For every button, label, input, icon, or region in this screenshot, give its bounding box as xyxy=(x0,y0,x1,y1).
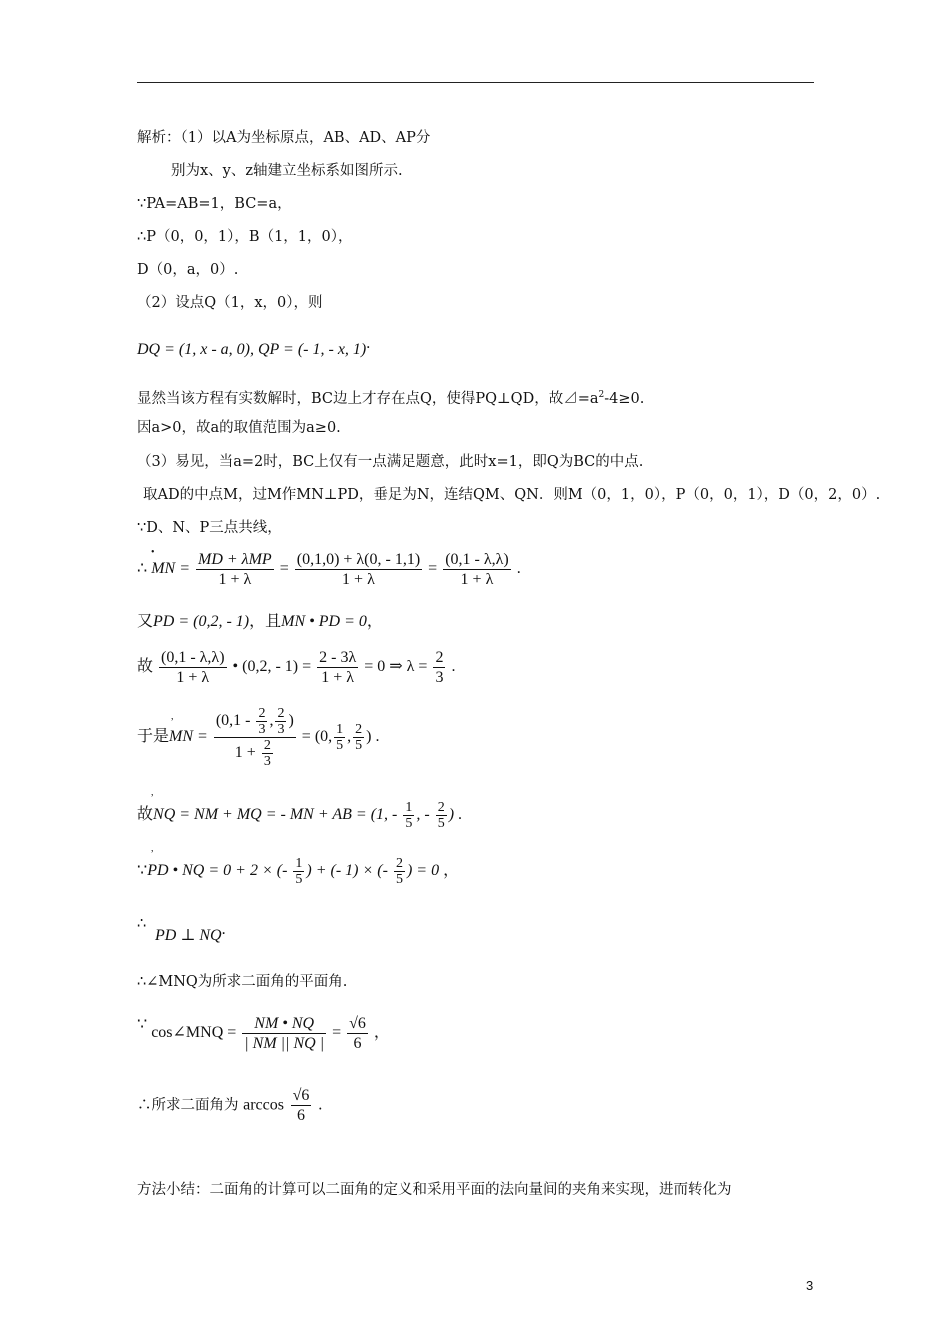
pd-nq-dot-formula: , ∵PD • NQ = 0 + 2 × (- $\frac{1}{5}$ ) + (- 1) × (- $\frac{2}{5}$ ) = 0 ， xyxy=(137,843,460,887)
text-line: 方法小结：二面角的计算可以二面角的定义和采用平面的法向量间的夹角来实现，进而转化为 xyxy=(137,1182,732,1198)
mn-formula: • ∴ MN = $\frac{\text{MD + λMP}}{1 + \lambda}$ = $\frac{(0,1,0) + \lambda(0, - 1,1)}{1 + \lambda}$ = $\frac{(0,1 - \lambda,\lambda)}{1 + \lambda}$ . xyxy=(137,547,521,588)
text-line: 取AD的中点M，过M作MN⊥PD，垂足为N，连结QM、QN．则M（0，1，0），P（0，0，1），D（0，2，0）. xyxy=(143,487,881,503)
perpendicular-formula: PD ⊥ NQ. xyxy=(155,921,226,944)
text-line: ∵D、N、P三点共线， xyxy=(137,520,282,536)
text-line: D（0，a，0）. xyxy=(137,262,239,278)
text-line: （2）设点Q（1，x，0），则 xyxy=(137,295,323,311)
header-rule xyxy=(137,82,814,83)
therefore-symbol: ∴ xyxy=(137,916,147,932)
cos-formula: ∵ cos∠MNQ = $\frac{NM • NQ}{| NM || NQ |}$ = $\frac{√6}{6}$ ， xyxy=(137,1015,390,1052)
lambda-formula: 故 $\frac{(0,1 - \lambda,\lambda)}{1 + \lambda}$ • (0,2, - 1) = $\frac{2 - 3\lambda}{1 + \lambda}$ = 0 ⇒ λ = $\frac{2}{3}$ . xyxy=(137,649,456,686)
text-line: ∴∠MNQ为所求二面角的平面角. xyxy=(137,974,348,990)
text-line: ∵PA=AB=1，BC=a， xyxy=(137,196,292,212)
text-line: ∴P（0，0，1），B（1，1，0）， xyxy=(137,229,353,245)
text-line: 别为x、y、z轴建立坐标系如图所示. xyxy=(171,163,403,179)
page-number: 3 xyxy=(806,1278,814,1293)
text-line: 因a>0，故a的取值范围为a≥0. xyxy=(137,420,341,436)
text-line: 解析：（1）以A为坐标原点，AB、AD、AP分 xyxy=(137,130,431,146)
pd-formula: 又PD = (0,2, - 1)，且MN • PD = 0， xyxy=(137,613,383,630)
dq-qp-formula: DQ = (1, x - a, 0), QP = (- 1, - x, 1). xyxy=(137,335,371,358)
mn-value-formula: , 于是MN = (0,1 - $\frac{2}{3}$ , $\frac{2}{3}$ ) 1 + $\frac{2}{3}$ = (0, $\frac{1}{5}$ , $\frac{2}{5}$ ) . xyxy=(137,706,380,769)
arccos-formula: ∴所求二面角为 arccos $\frac{√6}{6}$ . xyxy=(137,1087,323,1124)
text-line: （3）易见，当a=2时，BC上仅有一点满足题意，此时x=1，即Q为BC的中点. xyxy=(137,454,644,470)
text-line: 显然当该方程有实数解时，BC边上才存在点Q，使得PQ⊥QD，故$⊿=a^2-4\ge 0$. xyxy=(137,390,645,407)
nq-formula: , 故NQ = NM + MQ = - MN + AB = (1, - $\frac{1}{5}$ , - $\frac{2}{5}$ ) . xyxy=(137,787,463,831)
